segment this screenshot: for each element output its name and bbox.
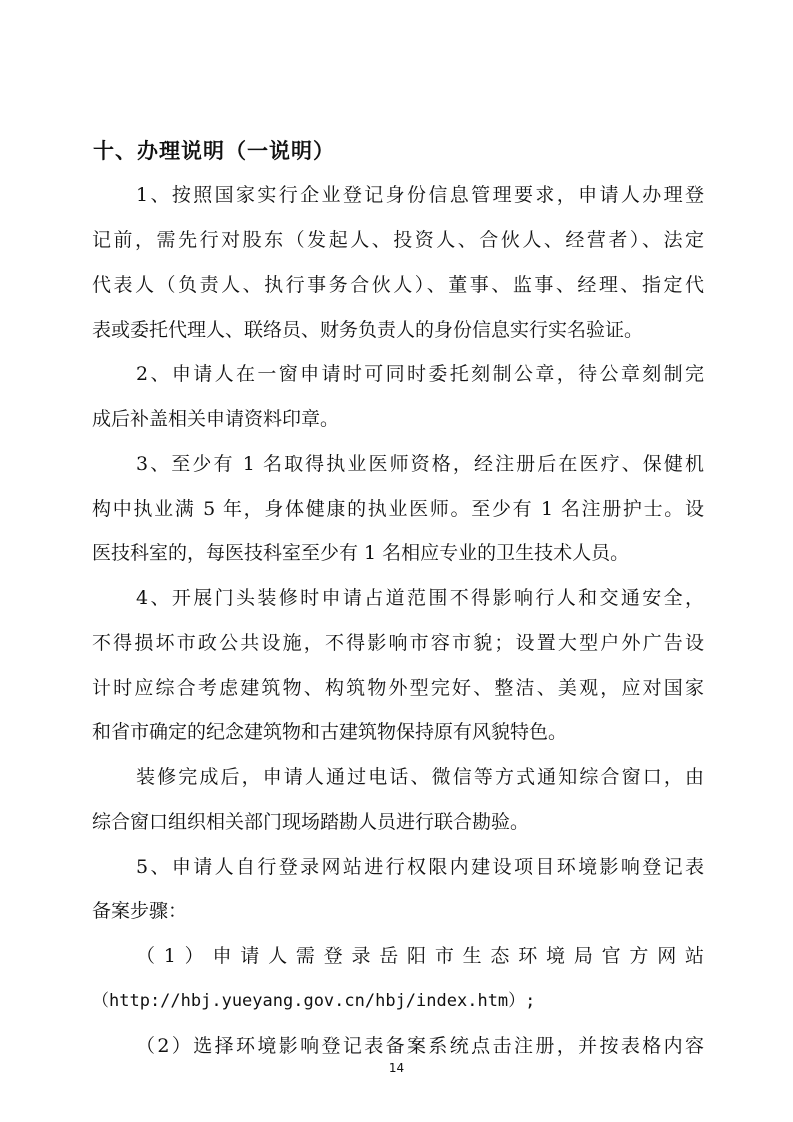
paragraph-line: 5、申请人自行登录网站进行权限内建设项目环境影响登记表: [136, 856, 704, 878]
paragraph-line: 构中执业满 5 年，身体健康的执业医师。至少有 1 名注册护士。设: [92, 498, 704, 520]
paragraph-line: 装修完成后，申请人通过电话、微信等方式通知综合窗口，由: [136, 766, 704, 788]
paragraph-line: 医技科室的，每医技科室至少有 1 名相应专业的卫生技术人员。: [92, 542, 630, 564]
paragraph-line: 记前，需先行对股东（发起人、投资人、合伙人、经营者）、法定: [92, 229, 704, 251]
url-line: （http://hbj.yueyang.gov.cn/hbj/index.htm）;: [92, 991, 536, 1011]
paragraph-line: 备案步骤：: [92, 900, 188, 922]
paragraph-line: 1、按照国家实行企业登记身份信息管理要求，申请人办理登: [136, 184, 704, 206]
paragraph-line: 和省市确定的纪念建筑物和古建筑物保持原有风貌特色。: [92, 721, 568, 743]
page-number: 14: [388, 1061, 405, 1075]
paragraph-line: 综合窗口组织相关部门现场踏勘人员进行联合勘验。: [92, 811, 530, 833]
paragraph-line: 4、开展门头装修时申请占道范围不得影响行人和交通安全，: [136, 587, 704, 609]
paragraph-line: 计时应综合考虑建筑物、构筑物外型完好、整洁、美观，应对国家: [92, 677, 704, 699]
paragraph-line: 表或委托代理人、联络员、财务负责人的身份信息实行实名验证。: [92, 319, 644, 341]
section-heading: 十、办理说明（一说明）: [93, 139, 335, 163]
paragraph-line: （2）选择环境影响登记表备案系统点击注册，并按表格内容: [136, 1035, 704, 1057]
paragraph-line: 3、至少有 1 名取得执业医师资格，经注册后在医疗、保健机: [136, 453, 704, 475]
paragraph-line: （1）申请人需登录岳阳市生态环境局官方网站: [136, 945, 704, 967]
paragraph-line: 成后补盖相关申请资料印章。: [92, 408, 340, 430]
paragraph-line: 2、申请人在一窗申请时可同时委托刻制公章，待公章刻制完: [136, 363, 704, 385]
paragraph-line: 代表人（负责人、执行事务合伙人）、董事、监事、经理、指定代: [92, 274, 704, 296]
paragraph-line: 不得损坏市政公共设施，不得影响市容市貌；设置大型户外广告设: [92, 632, 704, 654]
